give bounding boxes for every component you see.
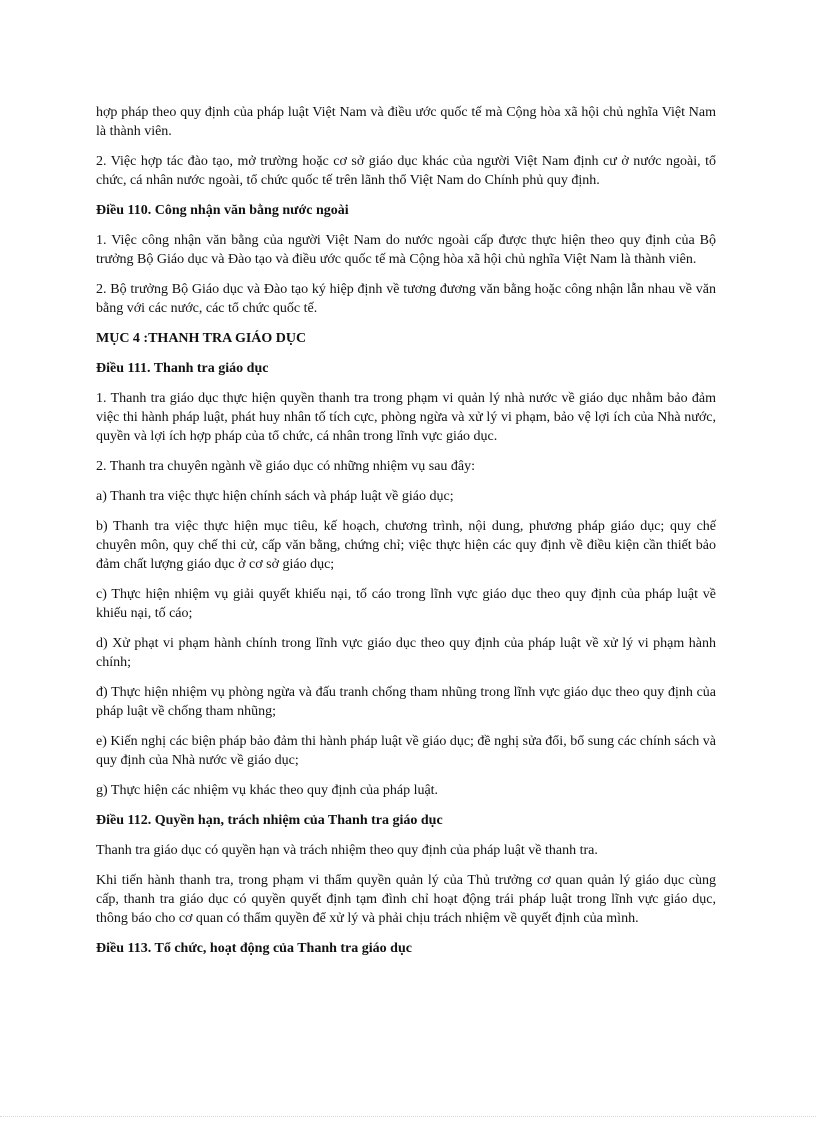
list-item-c: c) Thực hiện nhiệm vụ giải quyết khiếu nại, tố cáo trong lĩnh vực giáo dục theo quy định của pháp luật về khiếu nại, tố cáo;: [96, 587, 716, 621]
list-item-b: b) Thanh tra việc thực hiện mục tiêu, kế hoạch, chương trình, nội dung, phương pháp giáo dục; quy chế chuyên môn, quy chế thi cử, cấp văn bằng, chứng chỉ; việc thực hiện các quy định về điều kiện cần thiết bảo đảm chất lượng giáo dục ở cơ sở giáo dục;: [96, 519, 716, 572]
heading-article-112: Điều 112. Quyền hạn, trách nhiệm của Thanh tra giáo dục: [96, 813, 443, 828]
paragraph-continuation: hợp pháp theo quy định của pháp luật Việt Nam và điều ước quốc tế mà Cộng hòa xã hội chủ nghĩa Việt Nam là thành viên.: [96, 105, 716, 139]
paragraph-article-110-clause-2: 2. Bộ trưởng Bộ Giáo dục và Đào tạo ký hiệp định về tương đương văn bằng hoặc công nhận lẫn nhau về văn bằng với các nước, các tổ chức quốc tế.: [96, 282, 716, 316]
heading-article-113: Điều 113. Tổ chức, hoạt động của Thanh tra giáo dục: [96, 941, 412, 956]
heading-article-111: Điều 111. Thanh tra giáo dục: [96, 361, 269, 376]
list-item-dd: đ) Thực hiện nhiệm vụ phòng ngừa và đấu tranh chống tham nhũng trong lĩnh vực giáo dục theo quy định của pháp luật về chống tham nhũng;: [96, 685, 716, 719]
heading-section-4: MỤC 4 :THANH TRA GIÁO DỤC: [96, 331, 307, 346]
list-item-a: a) Thanh tra việc thực hiện chính sách và pháp luật về giáo dục;: [96, 489, 454, 504]
list-item-d: d) Xử phạt vi phạm hành chính trong lĩnh vực giáo dục theo quy định của pháp luật về xử lý vi phạm hành chính;: [96, 636, 716, 670]
paragraph-article-110-clause-1: 1. Việc công nhận văn bằng của người Việt Nam do nước ngoài cấp được thực hiện theo quy định của Bộ trưởng Bộ Giáo dục và Đào tạo và điều ước quốc tế mà Cộng hòa xã hội chủ nghĩa Việt Nam là thành viên.: [96, 233, 716, 267]
paragraph-article-111-clause-2: 2. Thanh tra chuyên ngành về giáo dục có những nhiệm vụ sau đây:: [96, 459, 476, 474]
paragraph-article-112-2: Khi tiến hành thanh tra, trong phạm vi thẩm quyền quản lý của Thủ trưởng cơ quan quản lý giáo dục cùng cấp, thanh tra giáo dục có quyền quyết định tạm đình chỉ hoạt động trái pháp luật trong lĩnh vực giáo dục, thông báo cho cơ quan có thẩm quyền để xử lý và phải chịu trách nhiệm về quyết định của mình.: [96, 873, 716, 926]
paragraph-article-112-1: Thanh tra giáo dục có quyền hạn và trách nhiệm theo quy định của pháp luật về thanh tra.: [96, 843, 598, 858]
page-bottom-divider: [0, 1116, 816, 1117]
heading-article-110: Điều 110. Công nhận văn bằng nước ngoài: [96, 203, 349, 218]
list-item-e: e) Kiến nghị các biện pháp bảo đảm thi hành pháp luật về giáo dục; đề nghị sửa đổi, bổ sung các chính sách và quy định của Nhà nước về giáo dục;: [96, 734, 716, 768]
paragraph-article-111-clause-1: 1. Thanh tra giáo dục thực hiện quyền thanh tra trong phạm vi quản lý nhà nước về giáo dục nhằm bảo đảm việc thi hành pháp luật, phát huy nhân tố tích cực, phòng ngừa và xử lý vi phạm, bảo vệ lợi ích của Nhà nước, quyền và lợi ích hợp pháp của tổ chức, cá nhân trong lĩnh vực giáo dục.: [96, 391, 716, 444]
list-item-g: g) Thực hiện các nhiệm vụ khác theo quy định của pháp luật.: [96, 783, 439, 798]
paragraph-clause-2-cooperation: 2. Việc hợp tác đào tạo, mở trường hoặc cơ sở giáo dục khác của người Việt Nam định cư ở nước ngoài, tổ chức, cá nhân nước ngoài, tổ chức quốc tế trên lãnh thổ Việt Nam do Chính phủ quy định.: [96, 154, 716, 188]
